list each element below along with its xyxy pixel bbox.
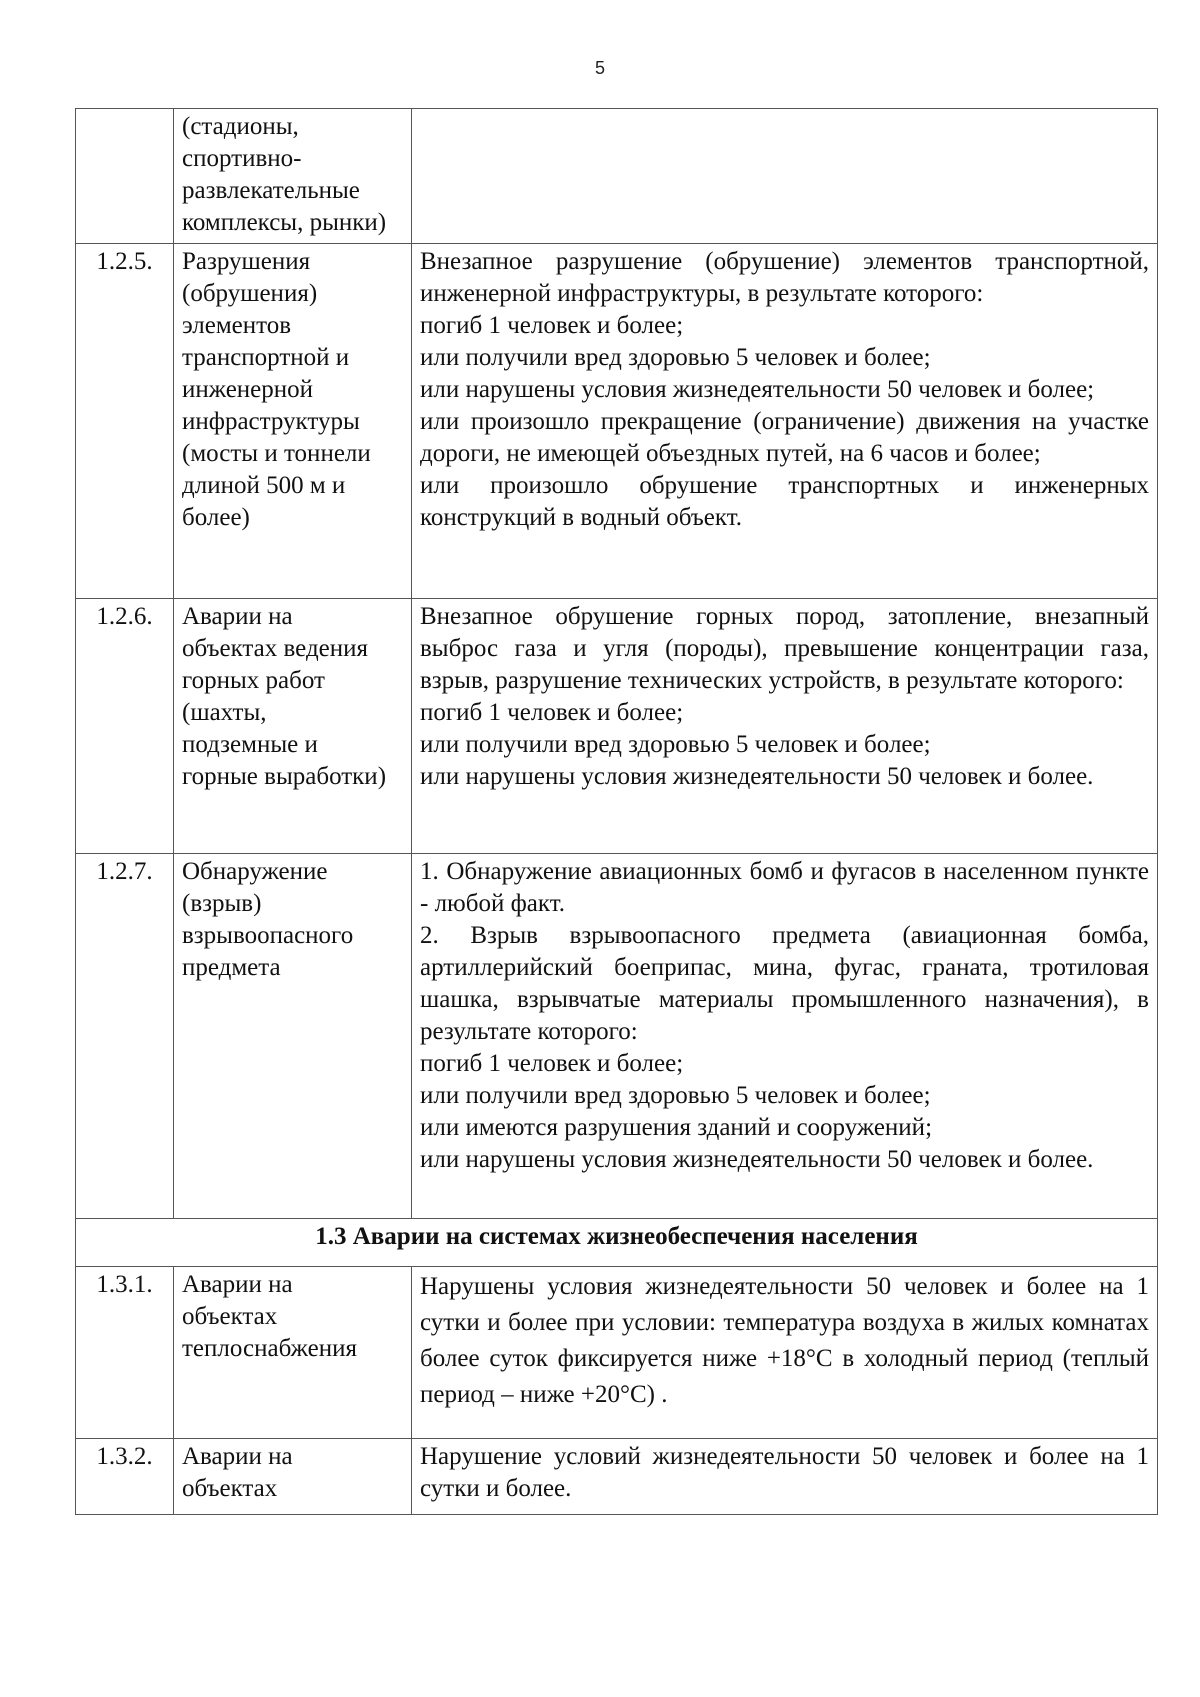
row-number-cell: 1.3.1. (76, 1267, 174, 1439)
event-name-line: инженерной (182, 376, 314, 403)
event-name-line: транспортной и (182, 344, 350, 371)
criteria-cell (412, 1439, 1158, 1515)
table-row (76, 244, 1158, 599)
event-name-line: развлекательные (182, 177, 360, 204)
criteria-paragraph: Внезапное разрушение (обрушение) элементов транспортной, инженерной инфраструктуры, в результате которого: (420, 248, 1149, 307)
criteria-paragraph: погиб 1 человек и более; (420, 312, 684, 339)
event-name-line: горных работ (182, 667, 325, 694)
event-name-line: объектах (182, 1475, 278, 1502)
event-name-line: предмета (182, 954, 281, 981)
event-name-line: Обнаружение (182, 858, 328, 885)
event-name-cell (174, 1267, 412, 1439)
event-name-line: более) (182, 504, 250, 531)
event-name-cell (174, 599, 412, 854)
section-heading: 1.3 Аварии на системах жизнеобеспечения населения (76, 1219, 1158, 1267)
event-name-line: длиной 500 м и (182, 472, 346, 499)
criteria-paragraph: 2. Взрыв взрывоопасного предмета (авиационная бомба, артиллерийский боеприпас, мина, фугас, граната, тротиловая шашка, взрывчатые материалы промышленного назначения), в результате которого: (420, 922, 1149, 1045)
criteria-paragraph: Внезапное обрушение горных пород, затопление, внезапный выброс газа и угля (породы), превышение концентрации газа, взрыв, разрушение технических устройств, в результате которого: (420, 603, 1149, 694)
criteria-paragraph: или нарушены условия жизнедеятельности 50 человек и более. (420, 1146, 1094, 1173)
criteria-paragraph: Нарушение условий жизнедеятельности 50 человек и более на 1 сутки и более. (420, 1443, 1149, 1502)
event-name-line: комплексы, рынки) (182, 209, 387, 236)
row-number-cell: 1.2.6. (76, 599, 174, 854)
row-number-cell: 1.2.7. (76, 854, 174, 1219)
criteria-paragraph: погиб 1 человек и более; (420, 699, 684, 726)
event-name-line: подземные и (182, 731, 318, 758)
criteria-paragraph: или имеются разрушения зданий и сооружений; (420, 1114, 933, 1141)
criteria-paragraph: Нарушены условия жизнедеятельности 50 человек и более на 1 сутки и более при условии: температура воздуха в жилых комнатах более суток фиксируется ниже +18°С в холодный период (теплый период – ниже +20°С) . (420, 1273, 1149, 1408)
event-name-line: объектах (182, 1303, 278, 1330)
row-number-cell: 1.3.2. (76, 1439, 174, 1515)
event-name-line: элементов (182, 312, 292, 339)
table-row (76, 599, 1158, 854)
event-name-line: взрывоопасного (182, 922, 354, 949)
event-name-line: (мосты и тоннели (182, 440, 371, 467)
criteria-paragraph: или получили вред здоровью 5 человек и более; (420, 344, 931, 371)
table-row (76, 1267, 1158, 1439)
event-name-line: Аварии на (182, 1443, 293, 1470)
table-row (76, 854, 1158, 1219)
criteria-paragraph: погиб 1 человек и более; (420, 1050, 684, 1077)
event-name-cell (174, 854, 412, 1219)
event-name-cell (174, 1439, 412, 1515)
event-name-cell (174, 244, 412, 599)
event-name-cell (174, 109, 412, 244)
event-name-line: инфраструктуры (182, 408, 360, 435)
criteria-paragraph: 1. Обнаружение авиационных бомб и фугасов в населенном пункте - любой факт. (420, 858, 1149, 917)
criteria-cell (412, 599, 1158, 854)
criteria-paragraph: или получили вред здоровью 5 человек и более; (420, 1082, 931, 1109)
event-name-line: (шахты, (182, 699, 267, 726)
criteria-paragraph: или нарушены условия жизнедеятельности 50 человек и более; (420, 376, 1095, 403)
row-number-cell: 1.2.5. (76, 244, 174, 599)
criteria-cell (412, 109, 1158, 244)
emergency-criteria-table (75, 108, 1158, 1515)
criteria-paragraph: или нарушены условия жизнедеятельности 50 человек и более. (420, 763, 1094, 790)
criteria-cell (412, 244, 1158, 599)
page-number: 5 (594, 58, 605, 78)
criteria-cell (412, 1267, 1158, 1439)
event-name-line: теплоснабжения (182, 1335, 357, 1362)
event-name-line: (взрыв) (182, 890, 262, 917)
event-name-line: (стадионы, (182, 113, 299, 140)
event-name-line: Аварии на (182, 603, 293, 630)
event-name-line: (обрушения) (182, 280, 318, 307)
table-row (76, 1439, 1158, 1515)
criteria-paragraph: или получили вред здоровью 5 человек и более; (420, 731, 931, 758)
criteria-paragraph: или произошло прекращение (ограничение) движения на участке дороги, не имеющей объездных путей, на 6 часов и более; (420, 408, 1149, 467)
event-name-line: Разрушения (182, 248, 311, 275)
criteria-paragraph: или произошло обрушение транспортных и инженерных конструкций в водный объект. (420, 472, 1149, 531)
table-row (76, 109, 1158, 244)
criteria-cell (412, 854, 1158, 1219)
event-name-line: горные выработки) (182, 763, 387, 790)
event-name-line: спортивно- (182, 145, 302, 172)
event-name-line: объектах ведения (182, 635, 369, 662)
event-name-line: Аварии на (182, 1271, 293, 1298)
row-number-cell (76, 109, 174, 244)
section-row (76, 1219, 1158, 1267)
